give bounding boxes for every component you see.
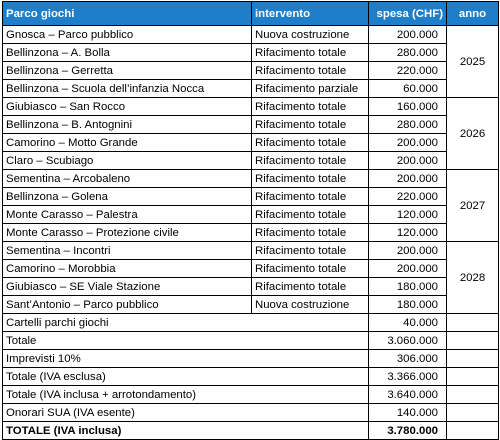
table-row — [3, 44, 499, 62]
summary-empty-cell — [447, 368, 499, 386]
table-header-row — [3, 2, 499, 26]
park-name: Giubiasco – San Rocco — [3, 98, 252, 116]
table-row — [3, 296, 499, 314]
summary-empty-cell — [447, 314, 499, 332]
park-name: Monte Carasso – Protezione civile — [3, 224, 252, 242]
summary-value: 3.780.000 — [369, 422, 447, 440]
cost-value: 200.000 — [369, 152, 447, 170]
cost-value: 280.000 — [369, 116, 447, 134]
summary-empty-cell — [447, 350, 499, 368]
park-name: Bellinzona – Gerretta — [3, 62, 252, 80]
intervention-type: Rifacimento parziale — [252, 80, 369, 98]
summary-value: 3.640.000 — [369, 386, 447, 404]
table-row — [3, 278, 499, 296]
intervention-type: Rifacimento totale — [252, 116, 369, 134]
table-row — [3, 152, 499, 170]
cost-value: 200.000 — [369, 242, 447, 260]
park-name: Camorino – Motto Grande — [3, 134, 252, 152]
summary-value: 140.000 — [369, 404, 447, 422]
cost-value: 200.000 — [369, 260, 447, 278]
intervention-type: Rifacimento totale — [252, 170, 369, 188]
park-name: Monte Carasso – Palestra — [3, 206, 252, 224]
intervention-type: Rifacimento totale — [252, 260, 369, 278]
intervention-type: Rifacimento totale — [252, 224, 369, 242]
cost-value: 200.000 — [369, 26, 447, 44]
summary-row — [3, 332, 499, 350]
table-row — [3, 260, 499, 278]
summary-row — [3, 422, 499, 440]
table-row — [3, 98, 499, 116]
summary-label: Cartelli parchi giochi — [3, 314, 369, 332]
park-name: Sementina – Arcobaleno — [3, 170, 252, 188]
year-cell: 2027 — [447, 170, 499, 242]
cost-value: 160.000 — [369, 98, 447, 116]
table-row — [3, 26, 499, 44]
summary-row — [3, 314, 499, 332]
park-name: Bellinzona – B. Antognini — [3, 116, 252, 134]
summary-value: 306.000 — [369, 350, 447, 368]
intervention-type: Rifacimento totale — [252, 242, 369, 260]
summary-row — [3, 368, 499, 386]
cost-value: 220.000 — [369, 188, 447, 206]
summary-label: Totale (IVA esclusa) — [3, 368, 369, 386]
cost-value: 120.000 — [369, 206, 447, 224]
summary-empty-cell — [447, 332, 499, 350]
summary-row — [3, 386, 499, 404]
year-cell: 2028 — [447, 242, 499, 314]
intervention-type: Nuova costruzione — [252, 296, 369, 314]
park-name: Bellinzona – A. Bolla — [3, 44, 252, 62]
intervention-type: Rifacimento totale — [252, 62, 369, 80]
park-name: Bellinzona – Scuola dell’infanzia Nocca — [3, 80, 252, 98]
intervention-type: Rifacimento totale — [252, 44, 369, 62]
park-name: Giubiasco – SE Viale Stazione — [3, 278, 252, 296]
table-row — [3, 134, 499, 152]
table-row — [3, 242, 499, 260]
table-row — [3, 80, 499, 98]
park-name: Camorino – Morobbia — [3, 260, 252, 278]
cost-value: 280.000 — [369, 44, 447, 62]
intervention-type: Rifacimento totale — [252, 98, 369, 116]
cost-value: 180.000 — [369, 278, 447, 296]
park-name: Gnosca – Parco pubblico — [3, 26, 252, 44]
park-name: Sementina – Incontri — [3, 242, 252, 260]
cost-value: 200.000 — [369, 170, 447, 188]
summary-label: Imprevisti 10% — [3, 350, 369, 368]
table-row — [3, 224, 499, 242]
intervention-type: Rifacimento totale — [252, 188, 369, 206]
summary-label: Onorari SUA (IVA esente) — [3, 404, 369, 422]
intervention-type: Rifacimento totale — [252, 134, 369, 152]
summary-label: Totale — [3, 332, 369, 350]
intervention-type: Rifacimento totale — [252, 278, 369, 296]
park-name: Claro – Scubiago — [3, 152, 252, 170]
summary-empty-cell — [447, 386, 499, 404]
cost-value: 220.000 — [369, 62, 447, 80]
summary-value: 40.000 — [369, 314, 447, 332]
cost-value: 120.000 — [369, 224, 447, 242]
cost-value: 180.000 — [369, 296, 447, 314]
table-row — [3, 188, 499, 206]
intervention-type: Rifacimento totale — [252, 152, 369, 170]
intervention-type: Rifacimento totale — [252, 206, 369, 224]
year-cell: 2026 — [447, 98, 499, 170]
cost-value: 60.000 — [369, 80, 447, 98]
header-cost: spesa (CHF) — [369, 2, 447, 26]
cost-value: 200.000 — [369, 134, 447, 152]
investment-table — [2, 1, 499, 440]
table-body — [3, 26, 499, 440]
table-row — [3, 116, 499, 134]
year-cell: 2025 — [447, 26, 499, 98]
summary-label: Totale (IVA inclusa + arrotondamento) — [3, 386, 369, 404]
table-row — [3, 170, 499, 188]
table-row — [3, 62, 499, 80]
header-intervention: intervento — [252, 2, 369, 26]
summary-value: 3.060.000 — [369, 332, 447, 350]
summary-row — [3, 350, 499, 368]
park-name: Bellinzona – Golena — [3, 188, 252, 206]
header-park: Parco giochi — [3, 2, 252, 26]
park-name: Sant’Antonio – Parco pubblico — [3, 296, 252, 314]
table-row — [3, 206, 499, 224]
intervention-type: Nuova costruzione — [252, 26, 369, 44]
summary-value: 3.366.000 — [369, 368, 447, 386]
summary-empty-cell — [447, 422, 499, 440]
header-year: anno — [447, 2, 499, 26]
summary-label: TOTALE (IVA inclusa) — [3, 422, 369, 440]
